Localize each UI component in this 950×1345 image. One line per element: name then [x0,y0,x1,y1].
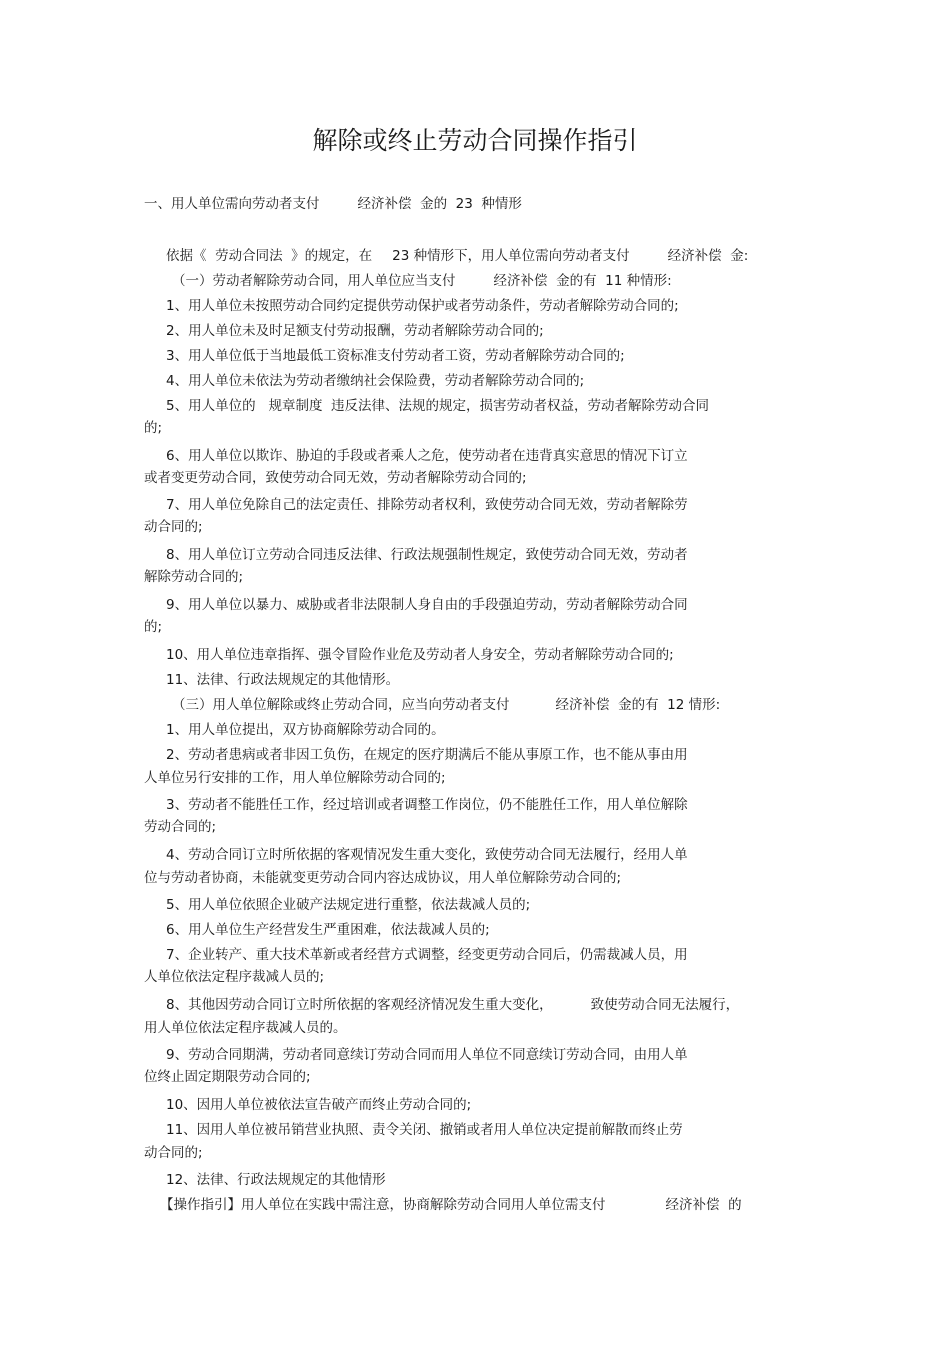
part3-item-11-line1: 11、因用人单位被吊销营业执照、责令关闭、撤销或者用人单位决定提前解散而终止劳 [166,1122,683,1138]
section-heading [144,194,522,214]
intro-paragraph [166,246,748,266]
part3-item-7-line2: 人单位依法定程序裁减人员的; [144,969,325,985]
part3-item-11-line2: 动合同的; [144,1145,203,1161]
part1-item-5-line2: 的; [144,420,163,436]
part1-item-7-line1: 7、用人单位免除自己的法定责任、排除劳动者权利，致使劳动合同无效，劳动者解除劳 [166,497,688,513]
part1-item-2: 2、用人单位未及时足额支付劳动报酬，劳动者解除劳动合同的; [166,323,544,339]
part1-item-8-line1: 8、用人单位订立劳动合同违反法律、行政法规强制性规定，致使劳动合同无效，劳动者 [166,547,688,563]
section-heading-part-a: 一、用人单位需向劳动者支付 [144,196,320,212]
part1-item-9-line2: 的; [144,619,163,635]
intro-part-b: 23 种情形下，用人单位需向劳动者支付 [392,248,630,264]
intro-part-c: 经济补偿 金: [667,248,749,264]
part1-item-9-line1: 9、用人单位以暴力、威胁或者非法限制人身自由的手段强迫劳动，劳动者解除劳动合同 [166,597,688,613]
operation-guide-b: 经济补偿 的 [665,1197,742,1213]
part3-item-4-line1: 4、劳动合同订立时所依据的客观情况发生重大变化，致使劳动合同无法履行，经用人单 [166,847,688,863]
part3-item-9-line1: 9、劳动合同期满，劳动者同意续订劳动合同而用人单位不同意续订劳动合同，由用人单 [166,1047,688,1063]
operation-guide-a: 【操作指引】用人单位在实践中需注意，协商解除劳动合同用人单位需支付 [160,1197,606,1213]
part1-item-4: 4、用人单位未依法为劳动者缴纳社会保险费，劳动者解除劳动合同的; [166,373,585,389]
part3-item-2-line1: 2、劳动者患病或者非因工负伤，在规定的医疗期满后不能从事原工作，也不能从事由用 [166,747,688,763]
part3-item-10: 10、因用人单位被依法宣告破产而终止劳动合同的; [166,1097,472,1113]
part3-item-9-line2: 位终止固定期限劳动合同的; [144,1069,311,1085]
part3-item-7-line1: 7、企业转产、重大技术革新或者经营方式调整，经变更劳动合同后，仍需裁减人员，用 [166,947,688,963]
part1-heading-a: （一）劳动者解除劳动合同，用人单位应当支付 [172,273,456,289]
part1-item-10: 10、用人单位违章指挥、强令冒险作业危及劳动者人身安全，劳动者解除劳动合同的; [166,647,674,663]
intro-part-a: 依据《 劳动合同法 》的规定，在 [166,248,373,264]
part1-heading-b: 经济补偿 金的有 11 种情形: [493,273,672,289]
part3-item-3-line2: 劳动合同的; [144,819,217,835]
operation-guide [160,1195,742,1215]
part3-item-8-line2: 用人单位依法定程序裁减人员的。 [144,1020,347,1036]
part3-item-8-tail: 致使劳动合同无法履行， [590,997,740,1013]
part3-item-8-line1 [166,995,739,1015]
part1-item-1: 1、用人单位未按照劳动合同约定提供劳动保护或者劳动条件，劳动者解除劳动合同的; [166,298,679,314]
part3-item-5: 5、用人单位依照企业破产法规定进行重整，依法裁减人员的; [166,897,531,913]
part3-item-1: 1、用人单位提出，双方协商解除劳动合同的。 [166,722,445,738]
part1-item-3: 3、用人单位低于当地最低工资标准支付劳动者工资，劳动者解除劳动合同的; [166,348,625,364]
part3-heading-a: （三）用人单位解除或终止劳动合同，应当向劳动者支付 [172,697,510,713]
part1-item-5-line1: 5、用人单位的 规章制度 违反法律、法规的规定，损害劳动者权益，劳动者解除劳动合同 [166,398,710,414]
part1-item-7-line2: 动合同的; [144,519,203,535]
part1-item-6-line2: 或者变更劳动合同，致使劳动合同无效，劳动者解除劳动合同的; [144,470,527,486]
document-title: 解除或终止劳动合同操作指引 [312,126,638,155]
part1-item-8-line2: 解除劳动合同的; [144,569,244,585]
part1-item-11: 11、法律、行政法规规定的其他情形。 [166,672,400,688]
part3-heading [172,695,720,715]
part3-item-8-text: 8、其他因劳动合同订立时所依据的客观经济情况发生重大变化， [166,997,553,1013]
part3-item-12: 12、法律、行政法规规定的其他情形 [166,1172,386,1188]
part3-heading-b: 经济补偿 金的有 12 情形: [555,697,721,713]
part1-item-6-line1: 6、用人单位以欺诈、胁迫的手段或者乘人之危，使劳动者在违背真实意思的情况下订立 [166,448,688,464]
part3-item-6: 6、用人单位生产经营发生严重困难，依法裁减人员的; [166,922,490,938]
part3-item-2-line2: 人单位另行安排的工作，用人单位解除劳动合同的; [144,770,446,786]
section-heading-part-b: 经济补偿 金的 23 种情形 [357,196,522,212]
part3-item-3-line1: 3、劳动者不能胜任工作，经过培训或者调整工作岗位，仍不能胜任工作，用人单位解除 [166,797,688,813]
part1-heading [172,271,672,291]
part3-item-4-line2: 位与劳动者协商，未能就变更劳动合同内容达成协议，用人单位解除劳动合同的; [144,870,622,886]
